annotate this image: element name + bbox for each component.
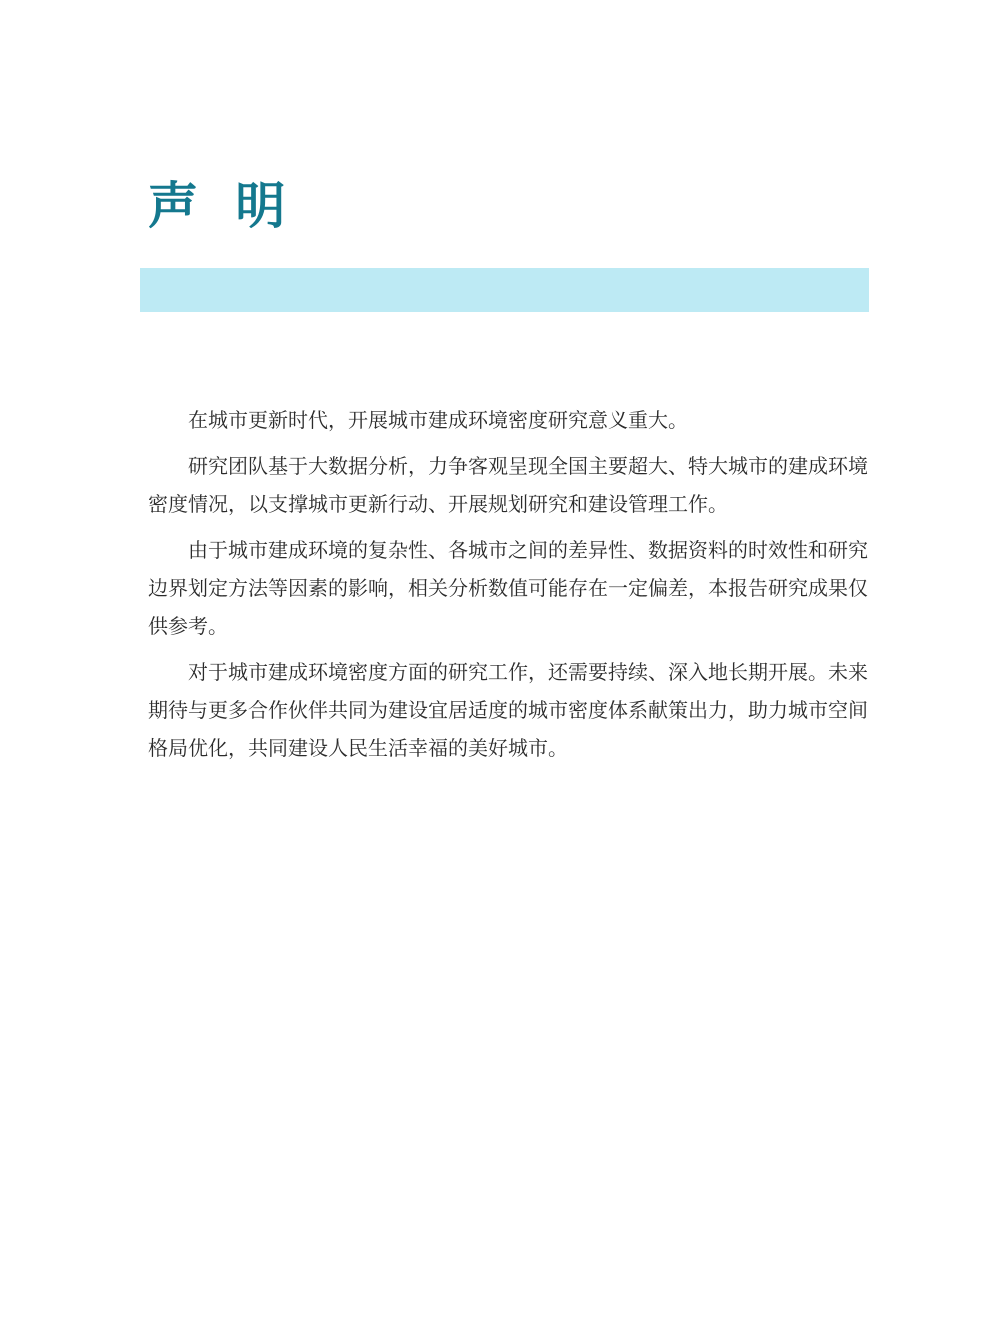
title-divider-band	[140, 268, 869, 312]
paragraph-2: 研究团队基于大数据分析，力争客观呈现全国主要超大、特大城市的建成环境密度情况，以支撑城市更新行动、开展规划研究和建设管理工作。	[148, 454, 868, 516]
paragraph-3: 由于城市建成环境的复杂性、各城市之间的差异性、数据资料的时效性和研究边界划定方法等因素的影响，相关分析数值可能存在一定偏差，本报告研究成果仅供参考。	[148, 538, 868, 638]
statement-body	[148, 401, 868, 775]
paragraph-4: 对于城市建成环境密度方面的研究工作，还需要持续、深入地长期开展。未来期待与更多合作伙伴共同为建设宜居适度的城市密度体系献策出力，助力城市空间格局优化，共同建设人民生活幸福的美好城市。	[148, 660, 868, 760]
page-title: 声 明	[148, 177, 296, 235]
paragraph-1: 在城市更新时代，开展城市建成环境密度研究意义重大。	[188, 408, 688, 432]
